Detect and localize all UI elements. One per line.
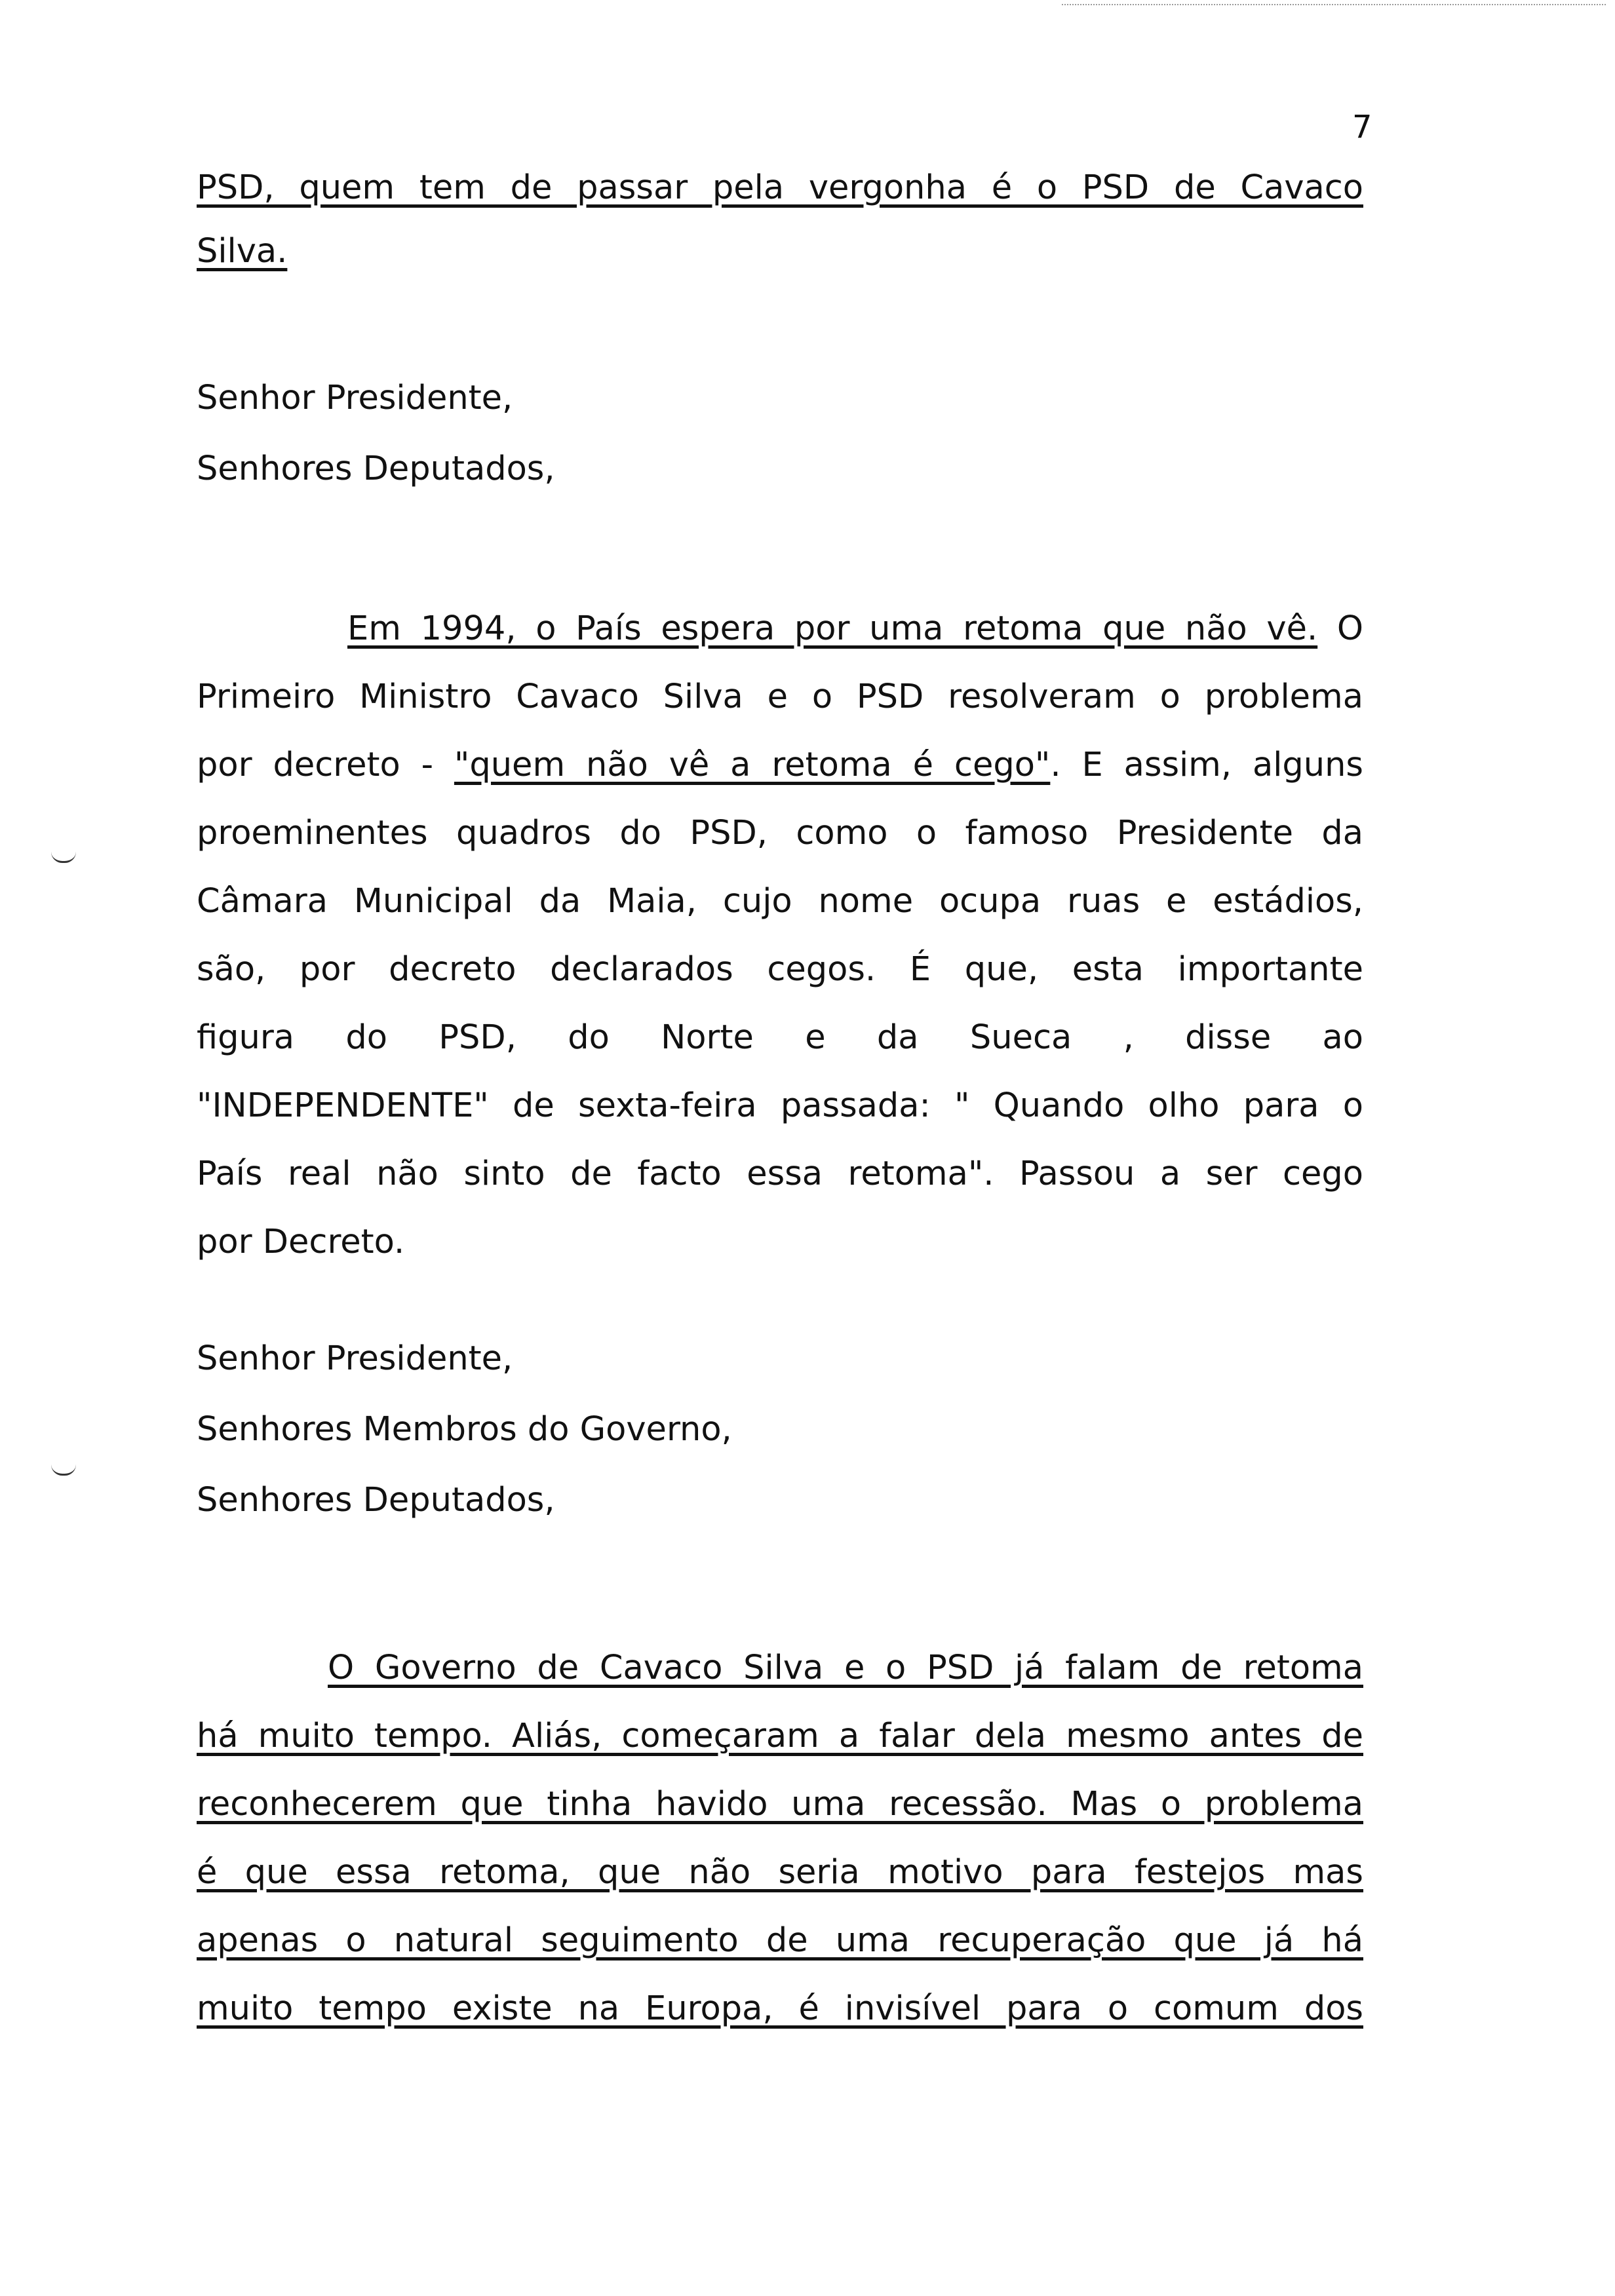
- paragraph-2-line: O Governo de Cavaco Silva e o PSD já falam de retoma: [328, 1649, 1363, 1687]
- paragraph-1-line: Câmara Municipal da Maia, cujo nome ocupa ruas e estádios,: [197, 882, 1363, 921]
- paragraph-2-line: é que essa retoma, que não seria motivo para festejos mas: [197, 1853, 1363, 1892]
- salutation-line: Senhor Presidente,: [197, 379, 513, 417]
- salutation-line: Senhor Presidente,: [197, 1339, 513, 1378]
- paragraph-1-line: Primeiro Ministro Cavaco Silva e o PSD resolveram o problema: [197, 678, 1363, 716]
- top-paragraph: [197, 154, 1363, 281]
- salutation-2: [197, 1324, 1363, 1536]
- paragraph-1-line: [197, 595, 1363, 663]
- paragraph-2-line: reconhecerem que tinha havido uma recessão. Mas o problema: [197, 1785, 1363, 1824]
- salutation-line: Senhores Membros do Governo,: [197, 1410, 732, 1449]
- paragraph-1-line: País real não sinto de facto essa retoma". Passou a ser cego: [197, 1155, 1363, 1193]
- paragraph-2-line: apenas o natural seguimento de uma recuperação que já há: [197, 1921, 1363, 1960]
- paragraph-1-line: por Decreto.: [197, 1223, 405, 1261]
- salutation-line: Senhores Deputados,: [197, 1481, 555, 1520]
- underlined-quote: "quem não vê a retoma é cego": [454, 746, 1051, 784]
- top-paragraph-line: PSD, quem tem de passar pela vergonha é o PSD de Cavaco: [197, 168, 1363, 207]
- salutation-line: Senhores Deputados,: [197, 450, 555, 488]
- paragraph-2-line: muito tempo existe na Europa, é invisível para o comum dos: [197, 1989, 1363, 2028]
- underlined-phrase: Em 1994, o País espera por uma retoma que não vê.: [347, 609, 1318, 648]
- paragraph-2-line: há muito tempo. Aliás, começaram a falar dela mesmo antes de: [197, 1717, 1363, 1755]
- salutation-1: [197, 363, 1363, 505]
- margin-mark: [51, 1464, 76, 1476]
- line-rest: O: [1317, 609, 1363, 648]
- paragraph-2: [197, 1634, 1363, 2043]
- page-number: 7: [1352, 109, 1372, 145]
- top-paragraph-line: Silva.: [197, 232, 288, 271]
- paragraph-1-line: proeminentes quadros do PSD, como o famoso Presidente da: [197, 814, 1363, 852]
- paragraph-1-line: figura do PSD, do Norte e da Sueca , disse ao: [197, 1018, 1363, 1057]
- line-start: por decreto -: [197, 746, 454, 784]
- line-end: . E assim, alguns: [1050, 746, 1363, 784]
- paragraph-1: [197, 595, 1363, 1276]
- paragraph-1-line: são, por decreto declarados cegos. É que, esta importante: [197, 950, 1363, 989]
- margin-mark: [51, 852, 76, 863]
- paragraph-1-line: [197, 731, 1363, 799]
- paragraph-1-line: "INDEPENDENTE" de sexta-feira passada: " Quando olho para o: [197, 1086, 1363, 1125]
- scan-artifact-line: [1062, 4, 1606, 5]
